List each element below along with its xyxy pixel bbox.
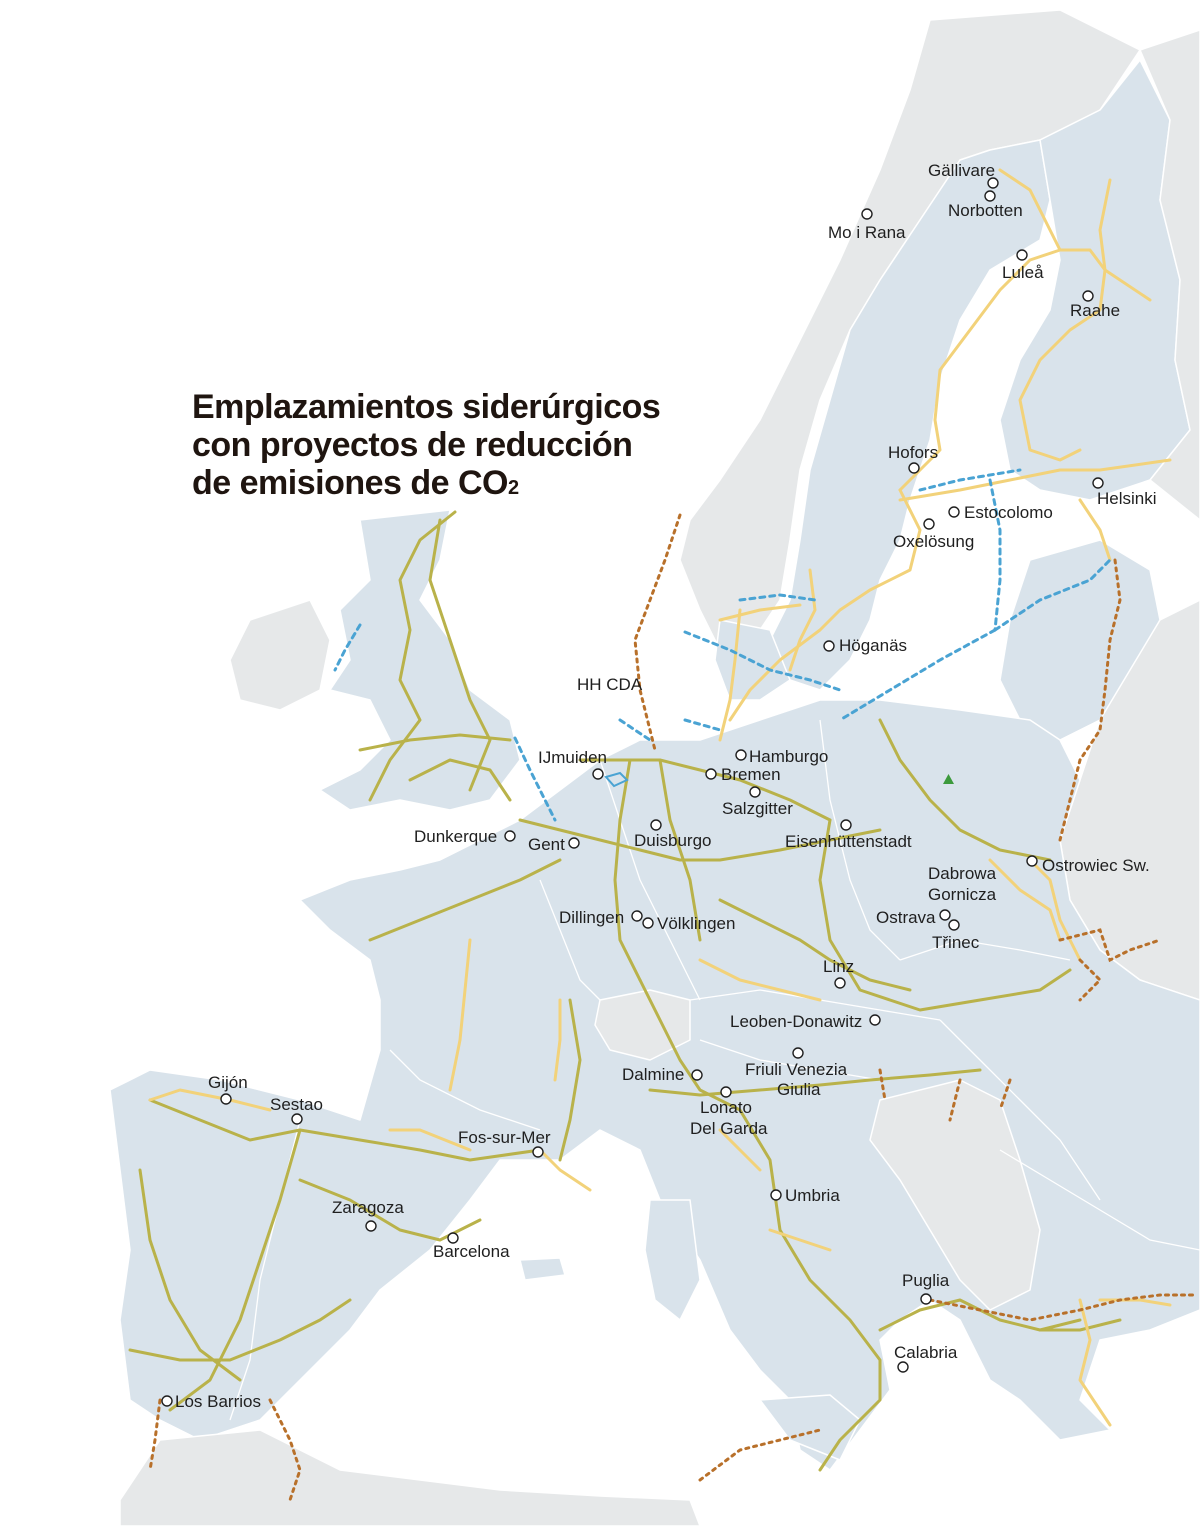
land-sardinia [645, 1200, 700, 1320]
land-mallorca [520, 1258, 565, 1280]
site-label-ostrava: Ostrava [876, 908, 936, 927]
site-label-helsinki: Helsinki [1097, 489, 1157, 508]
site-label-hamburgo: Hamburgo [749, 747, 829, 766]
site-label-del-garda: Del Garda [690, 1119, 768, 1138]
site-label-zaragoza: Zaragoza [332, 1198, 404, 1217]
title-line-1: Emplazamientos siderúrgicos [192, 388, 661, 426]
land-great-britain [320, 510, 520, 810]
land-africa [120, 1430, 700, 1526]
site-marker-gent[interactable] [569, 838, 579, 848]
site-label-dabrowa: Dabrowa [928, 864, 997, 883]
site-marker-puglia[interactable] [921, 1294, 931, 1304]
site-label-lonato: Lonato [700, 1098, 752, 1117]
site-label-trinec: Třinec [932, 933, 980, 952]
site-marker-umbria[interactable] [771, 1190, 781, 1200]
site-marker-ijmuiden[interactable] [593, 769, 603, 779]
site-label-volklingen: Völklingen [657, 914, 736, 933]
site-marker-ostrowiec[interactable] [1027, 856, 1037, 866]
import-route [635, 515, 680, 750]
site-label-ijmuiden: IJmuiden [538, 748, 607, 767]
site-label-hh-cda: HH CDA [577, 675, 643, 694]
site-label-duisburgo: Duisburgo [634, 831, 712, 850]
site-label-dillingen: Dillingen [559, 908, 625, 927]
site-marker-hamburgo[interactable] [736, 750, 746, 760]
land-ireland [230, 600, 330, 710]
site-marker-fos-sur-mer[interactable] [533, 1147, 543, 1157]
site-label-dunkerque: Dunkerque [414, 827, 498, 846]
site-marker-zaragoza[interactable] [366, 1221, 376, 1231]
site-marker-los-barrios[interactable] [162, 1396, 172, 1406]
site-label-mo-i-rana: Mo i Rana [828, 223, 906, 242]
offshore-route [685, 720, 720, 730]
site-marker-lonato-del-garda[interactable] [721, 1087, 731, 1097]
site-label-leoben-donawitz: Leoben-Donawitz [730, 1012, 863, 1031]
site-label-fos-sur-mer: Fos-sur-Mer [458, 1128, 551, 1147]
site-label-hoganas: Höganäs [839, 636, 908, 655]
site-label-salzgitter: Salzgitter [722, 799, 793, 818]
title-line-2: con proyectos de reducción [192, 426, 633, 464]
site-marker-sestao[interactable] [292, 1114, 302, 1124]
site-label-bremen: Bremen [721, 765, 781, 784]
site-marker-ostrava[interactable] [940, 910, 950, 920]
site-label-gallivare: Gällivare [928, 161, 996, 180]
site-label-ostrowiec: Ostrowiec Sw. [1042, 856, 1150, 875]
site-marker-leoben-donawitz[interactable] [870, 1015, 880, 1025]
site-marker-hoganas[interactable] [824, 641, 834, 651]
site-marker-gijon[interactable] [221, 1094, 231, 1104]
site-marker-volklingen[interactable] [643, 918, 653, 928]
site-marker-estocolomo[interactable] [949, 507, 959, 517]
site-marker-raahe[interactable] [1083, 291, 1093, 301]
land-continent [110, 700, 1200, 1470]
site-label-lulea: Luleå [1002, 263, 1044, 282]
site-marker-dunkerque[interactable] [505, 831, 515, 841]
site-label-los-barrios: Los Barrios [175, 1392, 261, 1411]
land-layer [110, 10, 1200, 1526]
site-label-gijon: Gijón [208, 1073, 248, 1092]
site-marker-duisburgo[interactable] [651, 820, 661, 830]
site-marker-helsinki[interactable] [1093, 478, 1103, 488]
site-label-raahe: Raahe [1070, 301, 1121, 320]
site-label-dalmine: Dalmine [622, 1065, 685, 1084]
site-label-calabria: Calabria [894, 1343, 958, 1362]
site-marker-calabria[interactable] [898, 1362, 908, 1372]
title-line-3-subscript: 2 [508, 477, 519, 499]
site-label-friuli-venezia: Friuli Venezia [745, 1060, 848, 1079]
site-label-norbotten: Norbotten [948, 201, 1023, 220]
site-label-gent: Gent [528, 835, 565, 854]
site-marker-dillingen[interactable] [632, 911, 642, 921]
site-label-linz: Linz [823, 957, 855, 976]
site-label-giulia: Giulia [777, 1080, 821, 1099]
site-label-hofors: Hofors [888, 443, 939, 462]
site-label-oxelosung: Oxelösung [893, 532, 975, 551]
offshore-route [620, 720, 650, 740]
site-marker-dalmine[interactable] [692, 1070, 702, 1080]
site-marker-lulea[interactable] [1017, 250, 1027, 260]
site-label-umbria: Umbria [785, 1186, 840, 1205]
title-line-3-main: de emisiones de CO [192, 464, 508, 502]
site-label-sestao: Sestao [270, 1095, 323, 1114]
site-label-estocolomo: Estocolomo [964, 503, 1053, 522]
site-marker-friuli-venezia-giulia[interactable] [793, 1048, 803, 1058]
site-label-puglia: Puglia [902, 1271, 950, 1290]
site-marker-hofors[interactable] [909, 463, 919, 473]
site-label-eisenhuttenstadt: Eisenhüttenstadt [785, 832, 912, 851]
site-label-gornicza: Gornicza [928, 885, 997, 904]
title-line-3 [192, 464, 660, 507]
site-marker-oxelosung[interactable] [924, 519, 934, 529]
site-marker-norbotten[interactable] [985, 191, 995, 201]
site-marker-salzgitter[interactable] [750, 787, 760, 797]
map-title [192, 388, 660, 507]
site-marker-linz[interactable] [835, 978, 845, 988]
site-marker-eisenhuttenstadt[interactable] [841, 820, 851, 830]
site-marker-mo-i-rana[interactable] [862, 209, 872, 219]
site-label-barcelona: Barcelona [433, 1242, 510, 1261]
site-marker-trinec[interactable] [949, 920, 959, 930]
site-marker-bremen[interactable] [706, 769, 716, 779]
